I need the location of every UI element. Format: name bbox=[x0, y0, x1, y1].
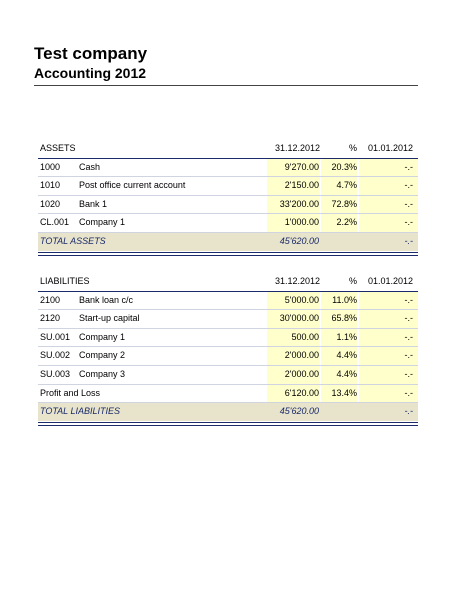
account-name: Bank loan c/c bbox=[79, 294, 134, 305]
account-code: SU.002 bbox=[40, 350, 71, 361]
header-divider bbox=[34, 85, 418, 86]
prev-amount: -.- bbox=[359, 214, 418, 232]
account-name: Cash bbox=[79, 161, 101, 172]
account-name: Start-up capital bbox=[79, 313, 140, 324]
profit-loss-row bbox=[38, 385, 418, 404]
percent: 11.0% bbox=[321, 292, 357, 310]
account-code: 1010 bbox=[40, 180, 61, 191]
account-code: 2100 bbox=[40, 294, 61, 305]
liabilities-total-row bbox=[38, 403, 418, 421]
assets-table bbox=[38, 140, 418, 256]
amount: 1'000.00 bbox=[267, 214, 320, 232]
percent: 4.4% bbox=[321, 366, 357, 384]
company-name: Test company bbox=[34, 44, 148, 63]
prev-amount: -.- bbox=[359, 347, 418, 365]
prev-amount: -.- bbox=[359, 159, 418, 177]
amount: 2'150.00 bbox=[267, 177, 320, 195]
percent: 4.7% bbox=[321, 177, 357, 195]
total-rule bbox=[38, 422, 418, 423]
account-code: 2120 bbox=[40, 313, 61, 324]
prev-amount: -.- bbox=[359, 366, 418, 384]
total-label: TOTAL LIABILITIES bbox=[40, 406, 121, 417]
table-row bbox=[38, 329, 418, 348]
prev-amount: -.- bbox=[359, 329, 418, 347]
assets-heading: ASSETS bbox=[40, 143, 76, 153]
amount: 2'000.00 bbox=[267, 366, 320, 384]
total-amount: 45'620.00 bbox=[279, 406, 319, 417]
total-rule bbox=[38, 252, 418, 253]
account-name: Company 1 bbox=[79, 217, 126, 228]
total-amount: 45'620.00 bbox=[279, 235, 319, 246]
prev-amount: -.- bbox=[359, 385, 418, 403]
account-code: 1020 bbox=[40, 198, 61, 209]
assets-total-row bbox=[38, 233, 418, 251]
total-prev: -.- bbox=[404, 235, 413, 246]
total-prev: -.- bbox=[404, 406, 413, 417]
assets-header-row bbox=[38, 140, 418, 159]
table-row bbox=[38, 292, 418, 311]
percent: 1.1% bbox=[321, 329, 357, 347]
assets-col-prev: 01.01.2012 bbox=[367, 143, 413, 153]
amount: 6'120.00 bbox=[267, 385, 320, 403]
amount: 33'200.00 bbox=[267, 196, 320, 214]
prev-amount: -.- bbox=[359, 177, 418, 195]
amount: 9'270.00 bbox=[267, 159, 320, 177]
profit-loss-label: Profit and Loss bbox=[40, 387, 101, 398]
percent: 2.2% bbox=[321, 214, 357, 232]
table-row bbox=[38, 347, 418, 366]
account-name: Company 3 bbox=[79, 368, 126, 379]
account-code: SU.003 bbox=[40, 368, 71, 379]
liabilities-heading: LIABILITIES bbox=[40, 276, 90, 286]
account-code: CL.001 bbox=[40, 217, 70, 228]
account-name: Company 1 bbox=[79, 331, 126, 342]
account-code: SU.001 bbox=[40, 331, 71, 342]
percent: 13.4% bbox=[321, 385, 357, 403]
liabilities-table bbox=[38, 273, 418, 426]
table-row bbox=[38, 214, 418, 233]
liabilities-col-prev: 01.01.2012 bbox=[367, 276, 413, 286]
amount: 2'000.00 bbox=[267, 347, 320, 365]
total-rule bbox=[38, 255, 418, 256]
total-label: TOTAL ASSETS bbox=[40, 235, 106, 246]
liabilities-col-pct: % bbox=[348, 276, 357, 286]
table-row bbox=[38, 310, 418, 329]
amount: 5'000.00 bbox=[267, 292, 320, 310]
table-row bbox=[38, 196, 418, 215]
report-header bbox=[34, 44, 418, 82]
prev-amount: -.- bbox=[359, 310, 418, 328]
account-name: Post office current account bbox=[79, 180, 186, 191]
account-name: Company 2 bbox=[79, 350, 126, 361]
table-row bbox=[38, 177, 418, 196]
assets-col-pct: % bbox=[348, 143, 357, 153]
prev-amount: -.- bbox=[359, 196, 418, 214]
amount: 30'000.00 bbox=[267, 310, 320, 328]
report-title: Accounting 2012 bbox=[34, 65, 147, 81]
liabilities-header-row bbox=[38, 273, 418, 292]
amount: 500.00 bbox=[267, 329, 320, 347]
table-row bbox=[38, 366, 418, 385]
assets-col-date: 31.12.2012 bbox=[274, 143, 320, 153]
liabilities-col-date: 31.12.2012 bbox=[274, 276, 320, 286]
account-name: Bank 1 bbox=[79, 198, 108, 209]
percent: 65.8% bbox=[321, 310, 357, 328]
percent: 4.4% bbox=[321, 347, 357, 365]
percent: 20.3% bbox=[321, 159, 357, 177]
table-row bbox=[38, 159, 418, 178]
percent: 72.8% bbox=[321, 196, 357, 214]
account-code: 1000 bbox=[40, 161, 61, 172]
total-rule bbox=[38, 425, 418, 426]
prev-amount: -.- bbox=[359, 292, 418, 310]
